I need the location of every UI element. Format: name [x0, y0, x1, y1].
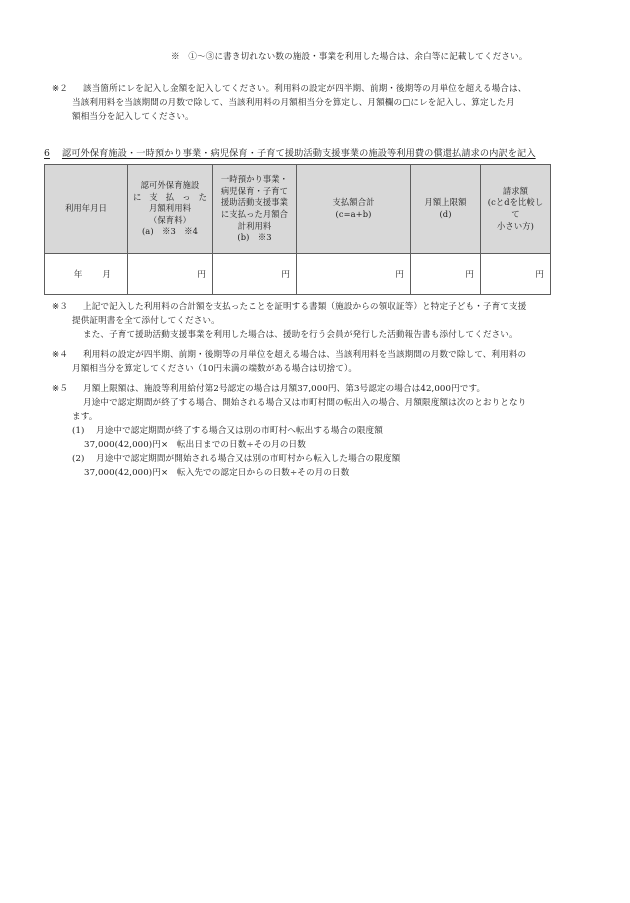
- header-col2-line-3: 月額利用料: [149, 203, 191, 214]
- note-3-line-2: 提供証明書を全て添付してください。: [72, 316, 220, 326]
- header-claim-amount: [481, 165, 551, 254]
- yen-unit-col3: 円: [281, 270, 290, 280]
- header-col2-line-1: 認可外保育施設: [140, 180, 200, 191]
- table-row: [45, 254, 551, 295]
- yen-unit-col6: 円: [535, 270, 544, 280]
- header-col2-line-5: (a) ※3 ※4: [141, 226, 199, 237]
- note-3-marker: ※３: [52, 302, 68, 312]
- header-col6-line-1: 請求額: [502, 185, 529, 196]
- note-5-item-1-formula: 37,000(42,000)円× 転出日までの日数÷その月の日数: [84, 440, 306, 450]
- yen-unit-col5: 円: [465, 270, 474, 280]
- year-label: 年: [73, 270, 83, 280]
- header-col3-line-5: 計利用料: [237, 220, 272, 231]
- table-header-row: [45, 165, 551, 254]
- header-col2-line-2: に支払った: [133, 191, 207, 202]
- cell-claim-amount[interactable]: [481, 254, 551, 295]
- note-2-line-3: 額相当分を記入してください。: [72, 112, 194, 122]
- header-col3-line-1: 一時預かり事業・: [220, 174, 289, 185]
- note-4-line-2: 月額相当分を算定してください（10円未満の端数がある場合は切捨て）。: [72, 364, 358, 374]
- header-col2-line-4: （保育料）: [149, 214, 191, 225]
- header-unlicensed-facility-fee: [128, 165, 213, 254]
- header-col4-line-2: (c=a+b): [335, 209, 372, 219]
- header-col3-line-6: (b) ※3: [237, 232, 272, 243]
- header-col3-line-2: 病児保育・子育て: [220, 185, 289, 196]
- section-6-title: 認可外保育施設・一時預かり事業・病児保育・子育て援助活動支援事業の施設等利用費の償還払請求の内訳を記入: [61, 148, 536, 159]
- note-2-marker: ※２: [52, 84, 68, 94]
- note-5-line-1: 月額上限額は、施設等利用給付第2号認定の場合は月額37,000円、第3号認定の場合は42,000円です。: [83, 384, 486, 394]
- header-temporary-care-fee: [213, 165, 297, 254]
- cell-temporary-care-fee[interactable]: [213, 254, 297, 295]
- yen-unit-col4: 円: [395, 270, 404, 280]
- section-6-number: 6: [44, 148, 50, 159]
- header-col5-line-2: (d): [439, 209, 452, 219]
- usage-fee-table-wrapper: [44, 164, 550, 295]
- header-usage-date: [45, 165, 128, 254]
- top-asterisk-note: ※ ①～③に書き切れない数の施設・事業を利用した場合は、余白等に記載してください。: [171, 52, 528, 62]
- header-col5-line-1: 月額上限額: [424, 197, 467, 208]
- note-5-item-2-text: 月途中で認定期間が開始される場合又は別の市町村から転入した場合の限度額: [96, 454, 401, 464]
- note-5-item-1-number: (1): [72, 426, 85, 436]
- header-col4-line-1: 支払額合計: [332, 197, 375, 208]
- note-3-line-1: 上記で記入した利用料の合計額を支払ったことを証明する書類（施設からの領収証等）と特定子ども・子育て支援: [83, 302, 527, 312]
- note-3-line-3: また、子育て援助活動支援事業を利用した場合は、援助を行う会員が発行した活動報告書も添付してください。: [83, 330, 518, 340]
- header-total-paid: [297, 165, 411, 254]
- header-col6-line-3: 小さい方): [497, 220, 534, 231]
- note-2-line-2: 当該利用料を当該期間の月数で除して、当該利用料の月額相当分を算定し、月額欄の□にレを記入し、算定した月: [72, 98, 515, 108]
- header-col3-line-3: 援助活動支援事業: [220, 197, 289, 208]
- cell-usage-date[interactable]: [45, 254, 128, 295]
- note-4-marker: ※４: [52, 350, 68, 360]
- usage-fee-table: [44, 164, 551, 295]
- header-col6-line-2: (cとdを比較して: [487, 197, 544, 219]
- cell-total-paid[interactable]: [297, 254, 411, 295]
- note-2-line-1: 該当箇所にレを記入し金額を記入してください。利用料の設定が四半期、前期・後期等の月単位を超える場合は、: [83, 84, 527, 94]
- month-label: 月: [102, 270, 111, 280]
- note-5-line-3: ます。: [72, 412, 98, 422]
- header-monthly-cap: [411, 165, 481, 254]
- note-4-line-1: 利用料の設定が四半期、前期・後期等の月単位を超える場合は、当該利用料を当該期間の月数で除して、利用料の: [83, 350, 527, 360]
- cell-unlicensed-facility-fee[interactable]: [128, 254, 213, 295]
- cell-monthly-cap[interactable]: [411, 254, 481, 295]
- header-col3-line-4: に支払った月額合: [220, 209, 289, 219]
- section-6-heading: [44, 147, 536, 161]
- note-5-item-2-formula: 37,000(42,000)円× 転入先での認定日からの日数÷その月の日数: [84, 468, 350, 478]
- header-usage-date-label: 利用年月日: [65, 203, 107, 214]
- note-5-line-2: 月途中で認定期間が終了する場合、開始される場合又は市町村間の転出入の場合、月額限度額は次のとおりとなり: [83, 398, 527, 408]
- note-5-item-2-number: (2): [72, 454, 85, 464]
- note-5-item-1-text: 月途中で認定期間が終了する場合又は別の市町村へ転出する場合の限度額: [96, 426, 383, 436]
- yen-unit-col2: 円: [197, 270, 206, 280]
- note-5-marker: ※５: [52, 384, 68, 394]
